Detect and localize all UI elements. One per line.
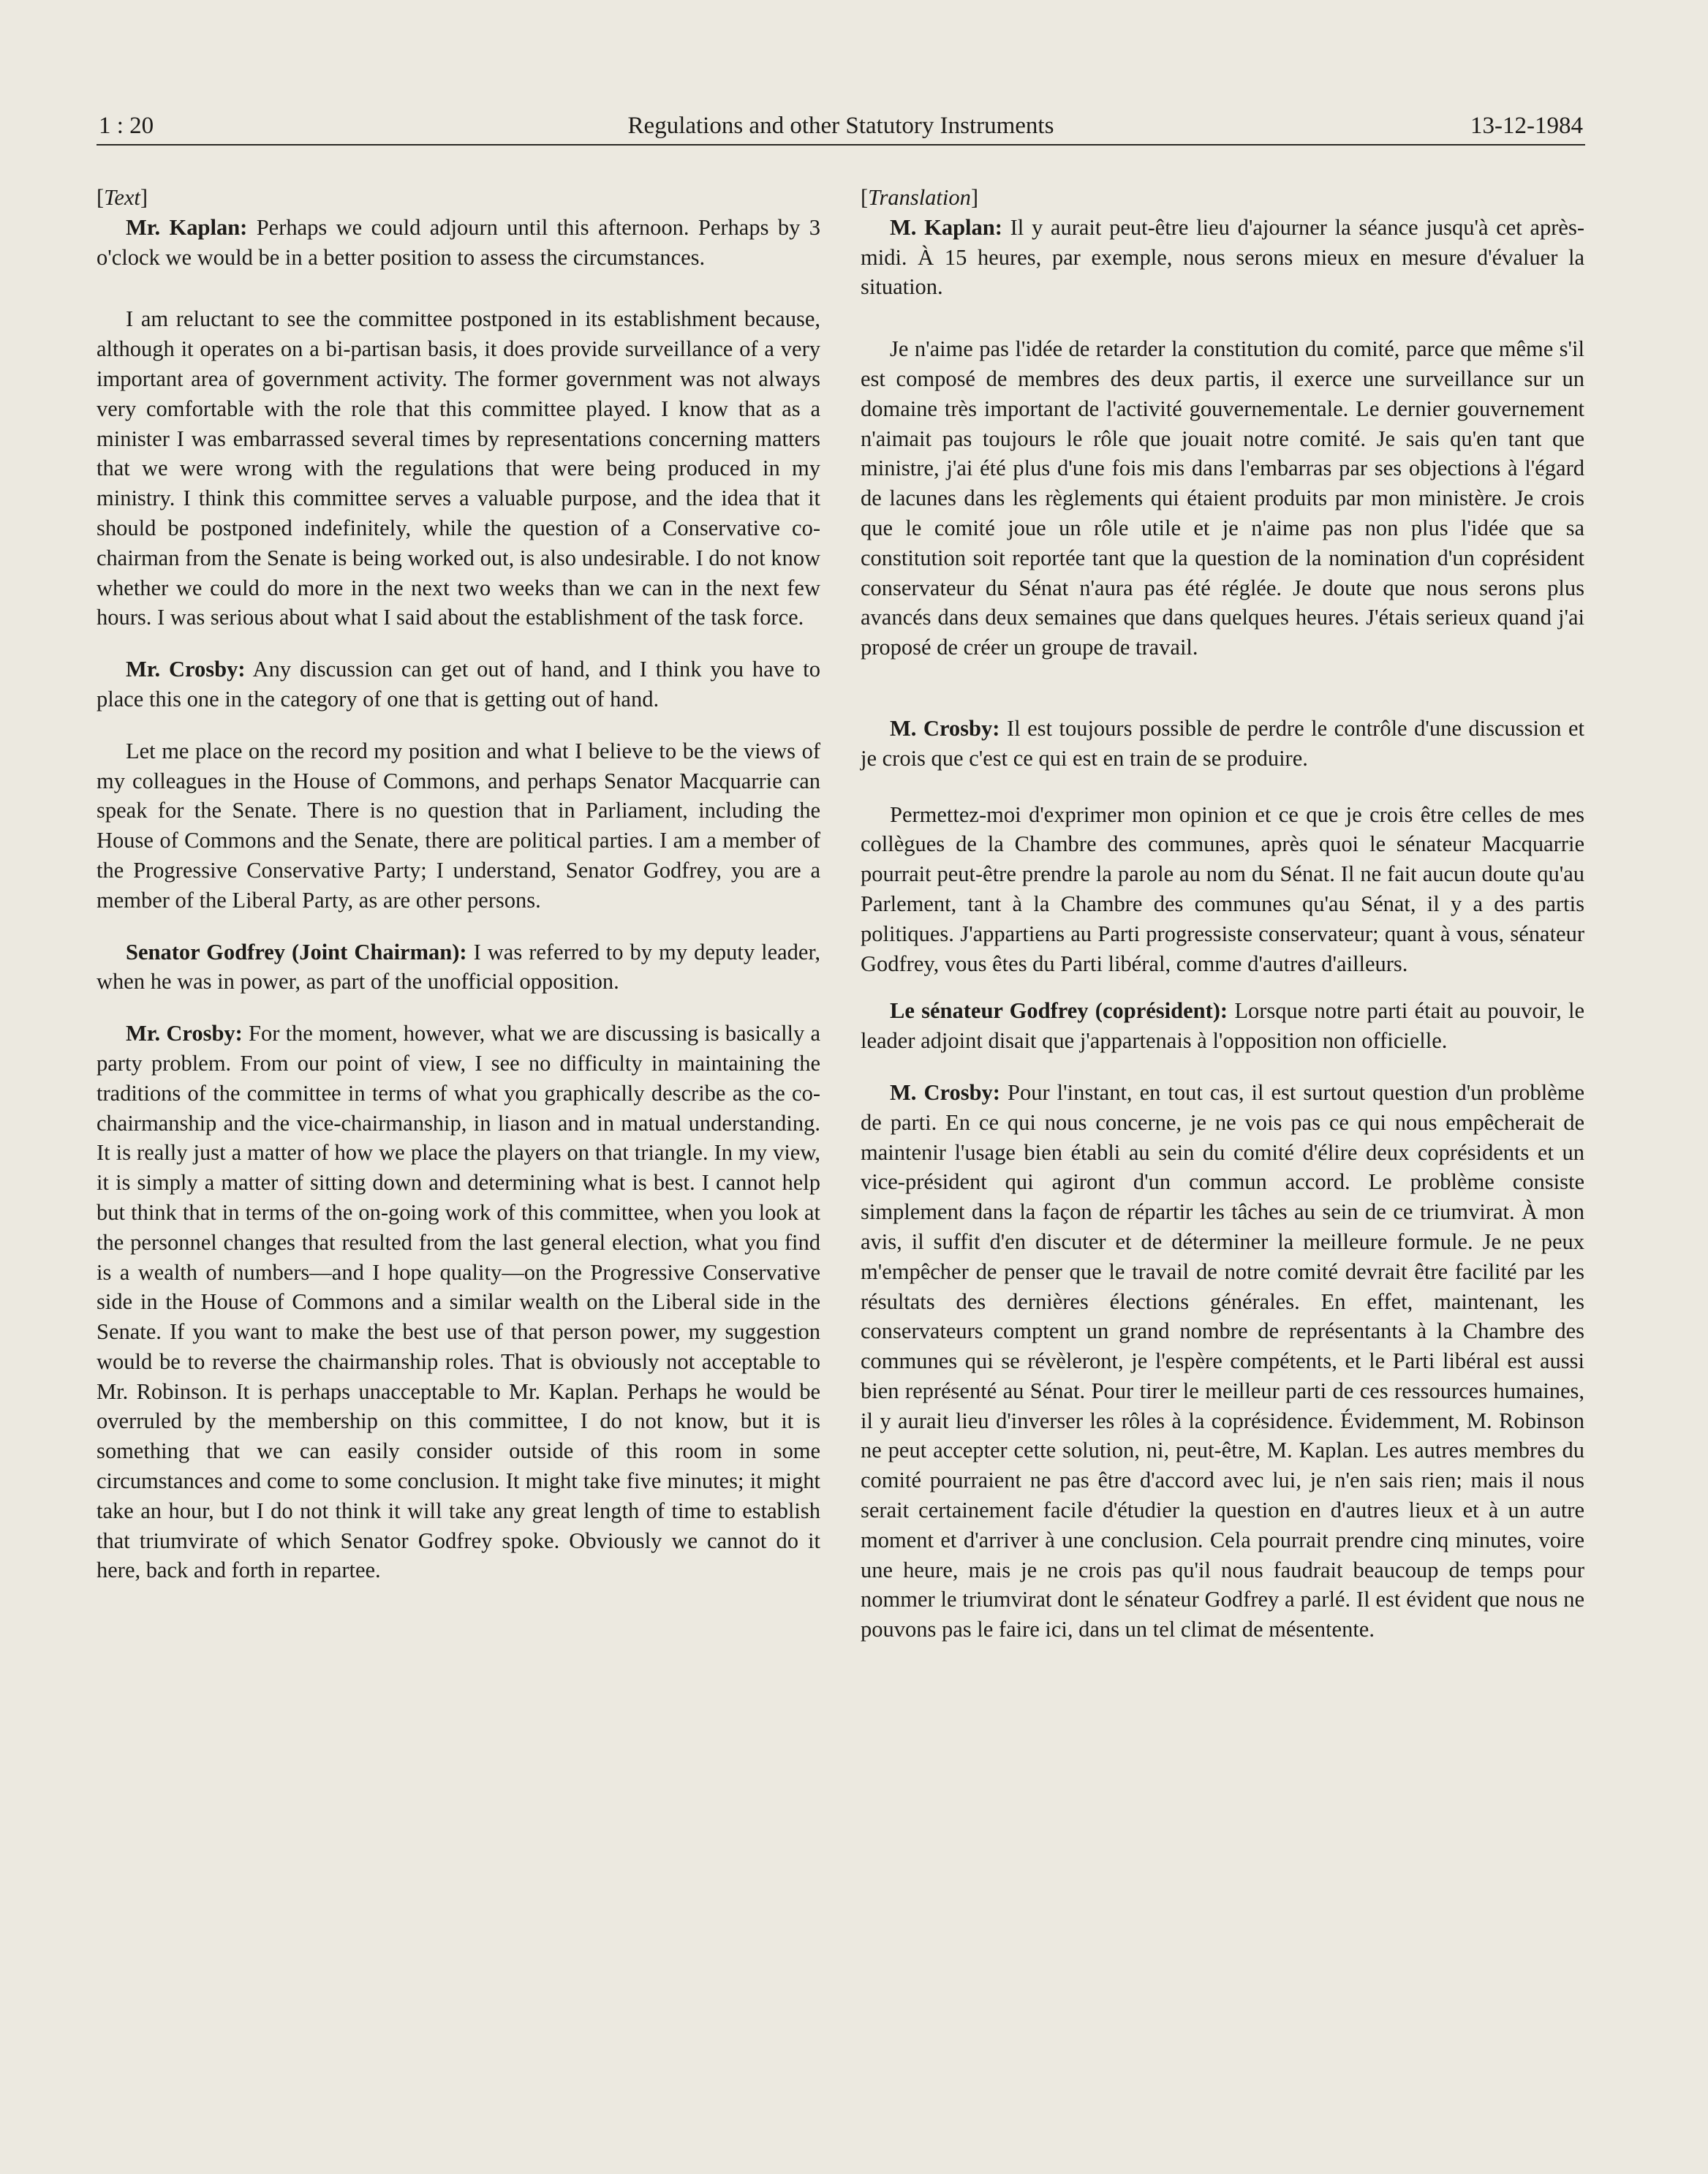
paragraph [861,714,1584,774]
speaker-name: Mr. Kaplan: [126,214,248,240]
paragraph [97,213,820,273]
paragraph-text: Pour l'instant, en tout cas, il est surtout question d'un problème de parti. En ce qui nous concerne, je ne vois pas ce qui nous empêcherait de maintenir l'usage bien établi au sein du comité d'élire deux coprésidents et un vice-président qui agiront d'un commun accord. Le problème consiste simplement dans la façon de répartir les tâches au sein de ce triumvirat. À mon avis, il suffit d'en discuter et de déterminer la meilleure formule. Je ne peux m'empêcher de penser que le travail de notre comité devrait être facilité par les résultats des dernières élections générales. En effet, maintenant, les conservateurs comptent un grand nombre de représentants à la Chambre des communes qui se révèleront, je l'espère compétents, et le Parti libéral est aussi bien représenté au Sénat. Pour tirer le meilleur parti de ces ressources humaines, il y aurait lieu d'inverser les rôles à la coprésidence. Évidemment, M. Robinson ne peut accepter cette solution, ni, peut-être, M. Kaplan. Les autres membres du comité pourraient ne pas être d'accord avec lui, je n'en sais rien; mais il nous serait certainement facile d'étudier la question en d'autres lieux et à un autre moment et d'arriver à une conclusion. Cela pourrait prendre cinq minutes, voire une heure, mais je ne crois pas qu'il nous faudrait beaucoup de temps pour nommer le triumvirat dont le sénateur Godfrey a parlé. Il est évident que nous ne pouvons pas le faire ici, dans un tel climat de mésentente. [861,1079,1584,1642]
speaker-name: M. Crosby: [890,1079,1000,1105]
paragraph-text: I was referred to by my deputy leader, when he was in power, as part of the unofficial opposition. [97,939,821,994]
paragraph [97,736,820,916]
paragraph [861,996,1584,1056]
english-column [97,183,820,1585]
language-tag: [Text] [97,185,148,210]
paragraph-text: I am reluctant to see the committee postponed in its establishment because, although it operates on a bi-partisan basis, it does provide surveillance of a very important area of government activity. The former government was not always very comfortable with the role that this committee played. I know that as a minister I was embarrassed several times by representations concerning matters that we were wrong with the regulations that were being produced in my ministry. I think this committee serves a valuable purpose, and the idea that it should be postponed indefinitely, while the question of a Conservative co-chairman from the Senate is being worked out, is also undesirable. I do not know whether we could do more in the next two weeks than we can in the next few hours. I was serious about what I said about the establishment of the task force. [97,306,820,630]
page-number: 1 : 20 [99,113,154,139]
language-tag: [Translation] [861,185,979,210]
paragraph-text: Any discussion can get out of hand, and I think you have to place this one in the category of one that is getting out of hand. [97,657,820,712]
paragraph [97,304,820,633]
paragraph [861,800,1584,979]
header-date: 13-12-1984 [1470,113,1583,139]
paragraph-text: Perhaps we could adjourn until this afternoon. Perhaps by 3 o'clock we would be in a better position to assess the circumstances. [97,214,820,270]
speaker-name: M. Kaplan: [890,214,1002,240]
speaker-name: Senator Godfrey (Joint Chairman): [126,939,467,965]
header-rule [97,144,1585,146]
speaker-name: Mr. Crosby: [126,657,246,682]
speaker-name: Le sénateur Godfrey (coprésident): [890,998,1228,1024]
french-column [861,183,1584,1645]
paragraph [97,937,820,997]
paragraph [97,654,820,714]
paragraph-text: For the moment, however, what we are discussing is basically a party problem. From our point of view, I see no difficulty in maintaining the traditions of the committee in terms of what you graphically describe as the co-chairmanship and the vice-chairmanship, in liason and in matual understanding. It is really just a matter of how we place the players on that triangle. In my view, it is simply a matter of sitting down and determining what is best. I cannot help but think that in terms of the on-going work of this committee, when you look at the personnel changes that resulted from the last general election, what you find is a wealth of numbers—and I hope quality—on the Progressive Conservative side in the House of Commons and a similar wealth on the Liberal side in the Senate. If you want to make the best use of that person power, my suggestion would be to reverse the chairmanship roles. That is obviously not acceptable to Mr. Robinson. It is perhaps unacceptable to Mr. Kaplan. Perhaps he would be overruled by the membership on this committee, I do not know, but it is something that we can easily consider outside of this room in some circumstances and come to some conclusion. It might take five minutes; it might take an hour, but I do not think it will take any great length of time to establish that triumvirate of which Senator Godfrey spoke. Obviously we cannot do it here, back and forth in repartee. [97,1021,820,1583]
paragraph [861,213,1584,302]
speaker-name: M. Crosby: [890,715,1000,741]
paragraph [861,334,1584,663]
paragraph-text: Lorsque notre parti était au pouvoir, le leader adjoint disait que j'appartenais à l'opposition non officielle. [861,998,1584,1054]
paragraph [861,1078,1584,1645]
speaker-name: Mr. Crosby: [126,1021,243,1046]
page-header [99,110,1583,142]
paragraph-text: Il est toujours possible de perdre le contrôle d'une discussion et je crois que c'est ce qui est en train de se produire. [861,715,1584,771]
paragraph [97,1019,820,1585]
paragraph-text: Il y aurait peut-être lieu d'ajourner la séance jusqu'à cet après-midi. À 15 heures, par exemple, nous serons mieux en mesure d'évaluer la situation. [861,214,1584,300]
paragraph-text: Let me place on the record my position and what I believe to be the views of my colleagues in the House of Commons, and perhaps Senator Macquarrie can speak for the Senate. There is no question that in Parliament, including the House of Commons and the Senate, there are political parties. I am a member of the Progressive Conservative Party; I understand, Senator Godfrey, you are a member of the Liberal Party, as are other persons. [97,738,820,913]
paragraph-text: Je n'aime pas l'idée de retarder la constitution du comité, parce que même s'il est composé de membres des deux partis, il exerce une surveillance sur un domaine très important de l'activité gouvernementale. Le dernier gouvernement n'aimait pas toujours le rôle que jouait notre comité. Je sais qu'en tant que ministre, j'ai été plus d'une fois mis dans l'embarras par ses objections à l'égard de lacunes dans les règlements qui étaient produits par mon ministère. Je crois que le comité joue un rôle utile et je n'aime pas non plus l'idée que sa constitution soit reportée tant que la question de la nomination d'un coprésident conservateur du Sénat n'aura pas été réglée. Je doute que nous serons plus avancés dans deux semaines que dans quelques heures. J'étais serieux quand j'ai proposé de créer un groupe de travail. [861,336,1584,660]
paragraph-text: Permettez-moi d'exprimer mon opinion et ce que je crois être celles de mes collègues de la Chambre des communes, après quoi le sénateur Macquarrie pourrait peut-être prendre la parole au nom du Sénat. Il ne fait aucun doute qu'au Parlement, tant à la Chambre des communes qu'au Sénat, il y a des partis politiques. J'appartiens au Parti progressiste conservateur; quant à vous, sénateur Godfrey, vous êtes du Parti libéral, comme d'autres d'ailleurs. [861,801,1584,976]
running-title: Regulations and other Statutory Instruments [627,113,1054,139]
